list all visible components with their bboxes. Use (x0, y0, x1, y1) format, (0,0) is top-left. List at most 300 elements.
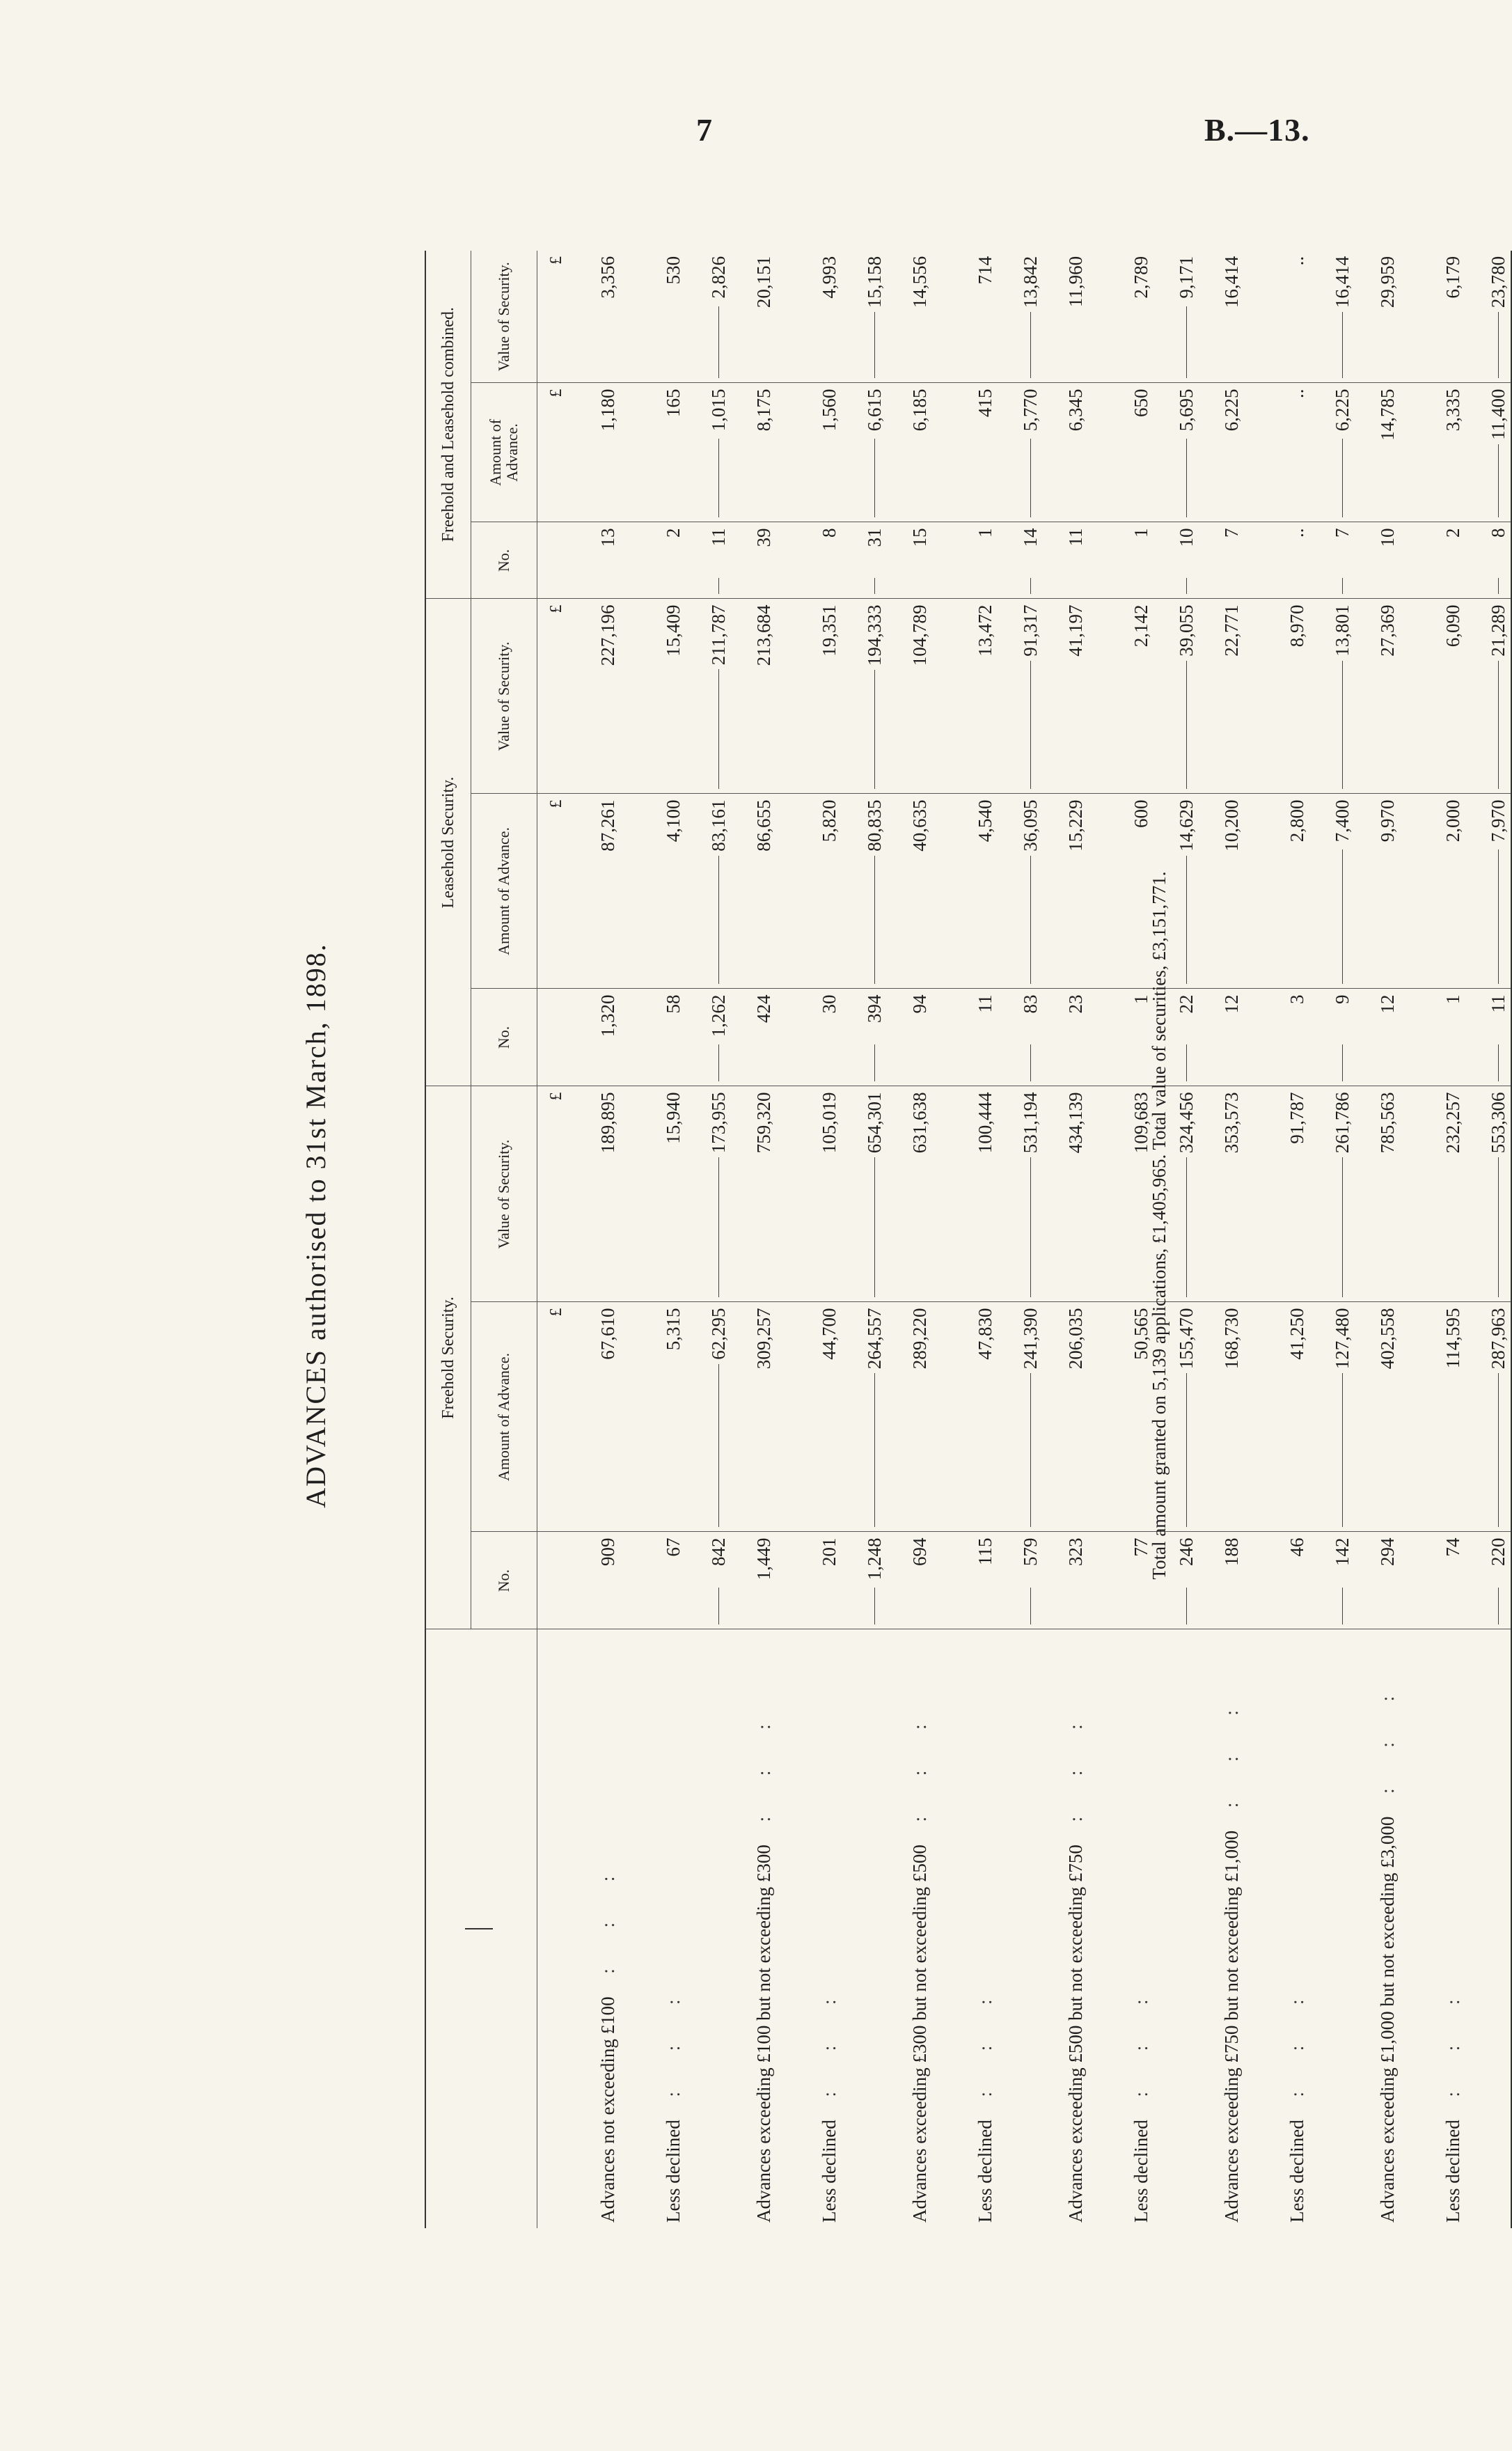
subtotal-value: 1,248 (864, 1538, 885, 1585)
table-cell: 67 (640, 1532, 706, 1629)
table-cell: 1,560 (796, 383, 862, 522)
table-cell: 86,655 (731, 794, 796, 989)
subtotal-value: 842 (708, 1538, 729, 1571)
subtotal-rule (1498, 1044, 1499, 1081)
leader-dots: : : : (753, 1706, 774, 1845)
table-cell: 227,196 (575, 599, 640, 794)
subtotal-rule (1498, 655, 1499, 789)
subtotal-rule (1342, 1044, 1343, 1081)
table-cell: 77 (1108, 1532, 1174, 1629)
subtotal-cell (1174, 1532, 1199, 1629)
table-cell: 41,250 (1264, 1302, 1330, 1532)
table-row (1043, 251, 1108, 2228)
table-cell: 91,787 (1264, 1086, 1330, 1302)
subtotal-value: 241,390 (1020, 1308, 1041, 1374)
col-header-amount: Amount of Advance. (471, 1302, 537, 1532)
subtotal-rule (1342, 1358, 1343, 1528)
table-cell: 15,229 (1043, 794, 1108, 989)
subtotal-row (1174, 251, 1199, 2228)
subtotal-rule (718, 578, 719, 594)
table-cell: 47,830 (952, 1302, 1018, 1532)
subtotal-rule (874, 655, 875, 789)
col-header-value: Value of Security. (471, 251, 537, 383)
table-cell: 168,730 (1199, 1302, 1264, 1532)
table-cell: 2,800 (1264, 794, 1330, 989)
row-label (1043, 1629, 1108, 2228)
subtotal-rule (874, 1358, 875, 1528)
table-cell: .. (1264, 251, 1330, 383)
row-label (1420, 1629, 1486, 2228)
subtotal-cell (862, 989, 887, 1086)
table-cell: 4,993 (796, 251, 862, 383)
subtotal-value: 579 (1020, 1538, 1041, 1571)
subtotal-cell (1018, 522, 1043, 599)
leader-dots: : : : (908, 1706, 930, 1845)
table-cell: 323 (1043, 1532, 1108, 1629)
subtotal-rule (718, 1588, 719, 1625)
table-cell: 415 (952, 383, 1018, 522)
subtotal-rule (1186, 655, 1187, 789)
subtotal-rule (1498, 849, 1499, 984)
rotated-table-block (299, 181, 1509, 2270)
subtotal-rule (1342, 306, 1343, 379)
subtotal-rule (1030, 1358, 1031, 1528)
table-cell: 11 (952, 989, 1018, 1086)
leader-dots: : : : (1286, 1981, 1307, 2120)
subtotal-rule (1186, 1358, 1187, 1528)
footnote: Total amount granted on 5,139 applications, £1,405,965. Total value of securities, £3,151,771. (1149, 871, 1170, 1580)
subtotal-rule (1342, 439, 1343, 517)
subtotal-rule (1498, 439, 1499, 517)
row-label-text: Less declined (818, 2120, 840, 2223)
subtotal-value: 553,306 (1488, 1092, 1509, 1157)
table-row (1420, 251, 1486, 2228)
subtotal-value: 394 (864, 994, 885, 1027)
subtotal-value: 6,225 (1332, 389, 1353, 435)
subtotal-cell (706, 794, 731, 989)
subtotal-value: 127,480 (1332, 1308, 1353, 1374)
subtotal-cell (1330, 383, 1355, 522)
subtotal-cell (1486, 251, 1511, 383)
table-cell: 434,139 (1043, 1086, 1108, 1302)
subtotal-cell (1174, 251, 1199, 383)
subtotal-cell (1330, 522, 1355, 599)
leader-dots: : : : (974, 1981, 995, 2120)
subtotal-cell (1174, 794, 1199, 989)
subtotal-cell (862, 1532, 887, 1629)
subtotal-rule (1186, 439, 1187, 517)
table-cell: 100,444 (952, 1086, 1018, 1302)
table-cell: 5,315 (640, 1302, 706, 1532)
subtotal-cell (1174, 989, 1199, 1086)
subtotal-cell (1330, 1086, 1355, 1302)
subtotal-cell (1486, 599, 1511, 794)
page-code: B.—13. (1204, 112, 1310, 148)
subtotal-value: 324,456 (1176, 1092, 1197, 1157)
subtotal-value: 142 (1332, 1538, 1353, 1571)
subtotal-cell (1486, 1532, 1511, 1629)
table-cell: 67,610 (575, 1302, 640, 1532)
subtotal-value: 10 (1176, 528, 1197, 551)
subtotal-rule (718, 439, 719, 517)
table-cell: 41,197 (1043, 599, 1108, 794)
subtotal-cell (862, 599, 887, 794)
subtotal-row (862, 251, 887, 2228)
row-label (731, 1629, 796, 2228)
subtotal-rule (874, 578, 875, 594)
subtotal-label (1486, 1629, 1511, 2228)
subtotal-rule (718, 1142, 719, 1297)
table-cell: 8,970 (1264, 599, 1330, 794)
table-cell: 2,142 (1108, 599, 1174, 794)
subtotal-value: 1,262 (708, 994, 729, 1041)
group-header-freehold: Freehold Security. (425, 1086, 471, 1629)
subtotal-value: 36,095 (1020, 799, 1041, 855)
table-cell: 189,895 (575, 1086, 640, 1302)
subtotal-label (1018, 1629, 1043, 2228)
table-row (1199, 251, 1264, 2228)
subtotal-rule (718, 1044, 719, 1081)
table-cell: 201 (796, 1532, 862, 1629)
row-label-text: Advances exceeding £1,000 but not exceeding £3,000 (1376, 1816, 1398, 2223)
table-row (640, 251, 706, 2228)
subtotal-cell (1486, 1086, 1511, 1302)
subtotal-value: 39,055 (1176, 604, 1197, 660)
col-header-no: No. (471, 989, 537, 1086)
table-cell: 353,573 (1199, 1086, 1264, 1302)
subtotal-label (706, 1629, 731, 2228)
table-cell: 206,035 (1043, 1302, 1108, 1532)
table-cell: 1,320 (575, 989, 640, 1086)
subtotal-cell (1018, 1302, 1043, 1532)
row-label (1355, 1629, 1420, 2228)
table-cell: 40,635 (887, 794, 952, 989)
subtotal-cell (862, 1302, 887, 1532)
subtotal-cell (1330, 1532, 1355, 1629)
table-cell: 694 (887, 1532, 952, 1629)
subtotal-value: 194,333 (864, 604, 885, 670)
subtotal-cell (1018, 251, 1043, 383)
row-label (887, 1629, 952, 2228)
subtotal-cell (1486, 989, 1511, 1086)
table-cell: 10,200 (1199, 794, 1264, 989)
table-cell: 785,563 (1355, 1086, 1420, 1302)
table-cell: 3,356 (575, 251, 640, 383)
table-cell: 74 (1420, 1532, 1486, 1629)
table-cell: 289,220 (887, 1302, 952, 1532)
subtotal-cell (862, 1086, 887, 1302)
table-cell: 87,261 (575, 794, 640, 989)
subtotal-rule (1342, 578, 1343, 594)
row-label-text: Advances exceeding £750 but not exceeding £1,000 (1220, 1830, 1242, 2223)
subtotal-value: 654,301 (864, 1092, 885, 1157)
subtotal-cell (1330, 1302, 1355, 1532)
subtotal-label (862, 1629, 887, 2228)
table-cell: 2 (1420, 522, 1486, 599)
subtotal-value: 11 (1488, 994, 1509, 1017)
table-cell: 8,175 (731, 383, 796, 522)
table-cell: .. (1264, 383, 1330, 522)
table-cell: 12 (1355, 989, 1420, 1086)
table-cell: 4,100 (640, 794, 706, 989)
col-header-no: No. (471, 522, 537, 599)
subtotal-rule (1030, 1588, 1031, 1625)
subtotal-value: 287,963 (1488, 1308, 1509, 1374)
subtotal-value: 62,295 (708, 1308, 729, 1364)
table-cell: 20,151 (731, 251, 796, 383)
leader-dots: : : : (1130, 1981, 1151, 2120)
subtotal-rule (874, 1588, 875, 1625)
subtotal-value: 211,787 (708, 604, 729, 669)
table-cell: 1,449 (731, 1532, 796, 1629)
subtotal-cell (706, 1302, 731, 1532)
subtotal-rule (1186, 578, 1187, 594)
table-cell: 6,179 (1420, 251, 1486, 383)
row-label (575, 1629, 640, 2228)
subtotal-cell (1330, 599, 1355, 794)
subtotal-value: 83,161 (708, 799, 729, 855)
table-row (575, 251, 640, 2228)
table-cell: 27,369 (1355, 599, 1420, 794)
subtotal-value: 8 (1488, 528, 1509, 542)
table-row (731, 251, 796, 2228)
table-cell: 7 (1199, 522, 1264, 599)
subtotal-rule (718, 306, 719, 379)
col-header-value: Value of Security. (471, 599, 537, 794)
table-cell: 19,351 (796, 599, 862, 794)
subtotal-value: 5,770 (1020, 389, 1041, 435)
subtotal-value: 261,786 (1332, 1092, 1353, 1157)
table-cell: 22,771 (1199, 599, 1264, 794)
subtotal-row (706, 251, 731, 2228)
subtotal-value: 31 (864, 528, 885, 551)
table-cell: 50,565 (1108, 1302, 1174, 1532)
row-label-text: Less declined (974, 2120, 995, 2223)
table-cell: 58 (640, 989, 706, 1086)
subtotal-value: 6,615 (864, 389, 885, 435)
subtotal-cell (1330, 794, 1355, 989)
subtotal-cell (1174, 522, 1199, 599)
row-label-text: Advances exceeding £300 but not exceeding £500 (908, 1845, 930, 2223)
table-cell: 44,700 (796, 1302, 862, 1532)
subtotal-value: 80,835 (864, 799, 885, 855)
table-cell: 14,785 (1355, 383, 1420, 522)
table-cell: 4,540 (952, 794, 1018, 989)
row-label (1199, 1629, 1264, 2228)
subtotal-cell (1486, 383, 1511, 522)
leader-dots: : : : (597, 1858, 618, 1997)
subtotal-cell (1174, 599, 1199, 794)
table-cell: 10 (1355, 522, 1420, 599)
table-cell: 2 (640, 522, 706, 599)
subtotal-cell (706, 599, 731, 794)
subtotal-rule (1498, 1588, 1499, 1625)
table-cell: 600 (1108, 794, 1174, 989)
subtotal-cell (1486, 794, 1511, 989)
subtotal-row (1018, 251, 1043, 2228)
subtotal-rule (1498, 1142, 1499, 1297)
subtotal-value: 7,400 (1332, 799, 1353, 846)
table-cell: 1 (1108, 989, 1174, 1086)
subtotal-value: 22 (1176, 994, 1197, 1017)
table-row (887, 251, 952, 2228)
page-number: 7 (696, 112, 712, 148)
table-cell: 5,820 (796, 794, 862, 989)
subtotal-value: 23,780 (1488, 256, 1509, 312)
table-row (1264, 251, 1330, 2228)
subtotal-cell (1174, 1302, 1199, 1532)
subtotal-value: 15,158 (864, 256, 885, 312)
currency-mark: £ (546, 256, 565, 265)
subtotal-rule (1342, 655, 1343, 789)
currency-mark: £ (546, 389, 565, 398)
subtotal-rule (1030, 849, 1031, 984)
table-cell: 12 (1199, 989, 1264, 1086)
table-cell: 14,556 (887, 251, 952, 383)
subtotal-rule (874, 439, 875, 517)
subtotal-cell (1330, 989, 1355, 1086)
subtotal-cell (706, 1532, 731, 1629)
subtotal-rule (1186, 849, 1187, 984)
subtotal-rule (874, 849, 875, 984)
subtotal-rule (1498, 578, 1499, 594)
table-cell: 631,638 (887, 1086, 952, 1302)
subtotal-value: 5,695 (1176, 389, 1197, 435)
subtotal-value: 9 (1332, 994, 1353, 1008)
table-cell: 23 (1043, 989, 1108, 1086)
subtotal-cell (1330, 251, 1355, 383)
table-cell: 94 (887, 989, 952, 1086)
subtotal-rule (1498, 1358, 1499, 1528)
subtotal-cell (706, 522, 731, 599)
subtotal-value: 13,801 (1332, 604, 1353, 660)
subtotal-cell (1018, 794, 1043, 989)
table-cell: 15 (887, 522, 952, 599)
subtotal-cell (862, 251, 887, 383)
row-label-text: Advances exceeding £500 but not exceeding £750 (1064, 1845, 1086, 2223)
subtotal-value: 91,317 (1020, 604, 1041, 660)
subtotal-rule (1030, 306, 1031, 379)
table-row (1355, 251, 1420, 2228)
subtotal-cell (1486, 522, 1511, 599)
table-cell: 909 (575, 1532, 640, 1629)
table-cell: 530 (640, 251, 706, 383)
row-label-text: Less declined (1442, 2120, 1463, 2223)
table-cell: 213,684 (731, 599, 796, 794)
subtotal-rule (1030, 578, 1031, 594)
subtotal-cell (706, 383, 731, 522)
currency-mark: £ (546, 799, 565, 808)
subtotal-cell (1018, 1086, 1043, 1302)
table-row (796, 251, 862, 2228)
row-label-text: Less declined (662, 2120, 684, 2223)
row-label-text: Less declined (1286, 2120, 1307, 2223)
table-cell: 105,019 (796, 1086, 862, 1302)
table-cell: 165 (640, 383, 706, 522)
leader-dots: : : : (662, 1981, 684, 2120)
advances-table (425, 251, 1512, 2228)
subtotal-cell (1018, 1532, 1043, 1629)
leader-dots: : : : (818, 1981, 840, 2120)
subtotal-cell (706, 251, 731, 383)
subtotal-rule (718, 1358, 719, 1528)
table-cell: 30 (796, 989, 862, 1086)
table-cell: 16,414 (1199, 251, 1264, 383)
subtotal-value: 173,955 (708, 1092, 729, 1157)
subtotal-rule (1030, 655, 1031, 789)
table-cell: 13 (575, 522, 640, 599)
subtotal-rule (1030, 439, 1031, 517)
table-cell: 9,970 (1355, 794, 1420, 989)
table-cell: 6,345 (1043, 383, 1108, 522)
table-cell: 1 (1420, 989, 1486, 1086)
subtotal-rule (718, 655, 719, 789)
row-label-text: Advances not exceeding £100 (597, 1996, 618, 2223)
col-header-no: No. (471, 1532, 537, 1629)
table-cell: 6,185 (887, 383, 952, 522)
subtotal-value: 246 (1176, 1538, 1197, 1571)
subtotal-rule (874, 1142, 875, 1297)
subtotal-rule (718, 849, 719, 984)
subtotal-cell (862, 383, 887, 522)
table-cell: 294 (1355, 1532, 1420, 1629)
subtotal-rule (874, 1044, 875, 1081)
subtotal-rule (1186, 1142, 1187, 1297)
subtotal-cell (706, 1086, 731, 1302)
table-cell: 46 (1264, 1532, 1330, 1629)
leader-dots: : : : (1064, 1706, 1086, 1845)
subtotal-rule (874, 306, 875, 379)
currency-mark: £ (546, 1308, 565, 1317)
table-cell: 11 (1043, 522, 1108, 599)
table-cell: 3 (1264, 989, 1330, 1086)
subtotal-value: 7,970 (1488, 799, 1509, 846)
subtotal-cell (1018, 989, 1043, 1086)
table-cell: 1 (1108, 522, 1174, 599)
leader-dots: : : : (1442, 1981, 1463, 2120)
subtotal-cell (862, 522, 887, 599)
table-cell: 188 (1199, 1532, 1264, 1629)
table-cell: 13,472 (952, 599, 1018, 794)
row-label (640, 1629, 706, 2228)
table-cell: 115 (952, 1532, 1018, 1629)
table-cell: 109,683 (1108, 1086, 1174, 1302)
col-header-amount: Amount of Advance. (471, 383, 537, 522)
subtotal-value: 11,400 (1488, 389, 1509, 444)
subtotal-label (1330, 1629, 1355, 2228)
currency-mark: £ (546, 1092, 565, 1101)
col-header-amount: Amount of Advance. (471, 794, 537, 989)
subtotal-cell (1486, 1302, 1511, 1532)
table-cell: 232,257 (1420, 1086, 1486, 1302)
table-cell: 650 (1108, 383, 1174, 522)
table-cell: 2,789 (1108, 251, 1174, 383)
table-cell: 714 (952, 251, 1018, 383)
table-cell: 39 (731, 522, 796, 599)
row-label (796, 1629, 862, 2228)
subtotal-cell (1174, 1086, 1199, 1302)
col-header-value: Value of Security. (471, 1086, 537, 1302)
subtotal-cell (706, 989, 731, 1086)
currency-mark: £ (546, 604, 565, 613)
subtotal-rule (1030, 1142, 1031, 1297)
row-label (952, 1629, 1018, 2228)
table-cell: 759,320 (731, 1086, 796, 1302)
table-cell: 6,225 (1199, 383, 1264, 522)
subtotal-value: 14 (1020, 528, 1041, 551)
table-cell: 114,595 (1420, 1302, 1486, 1532)
subtotal-row (1486, 251, 1511, 2228)
